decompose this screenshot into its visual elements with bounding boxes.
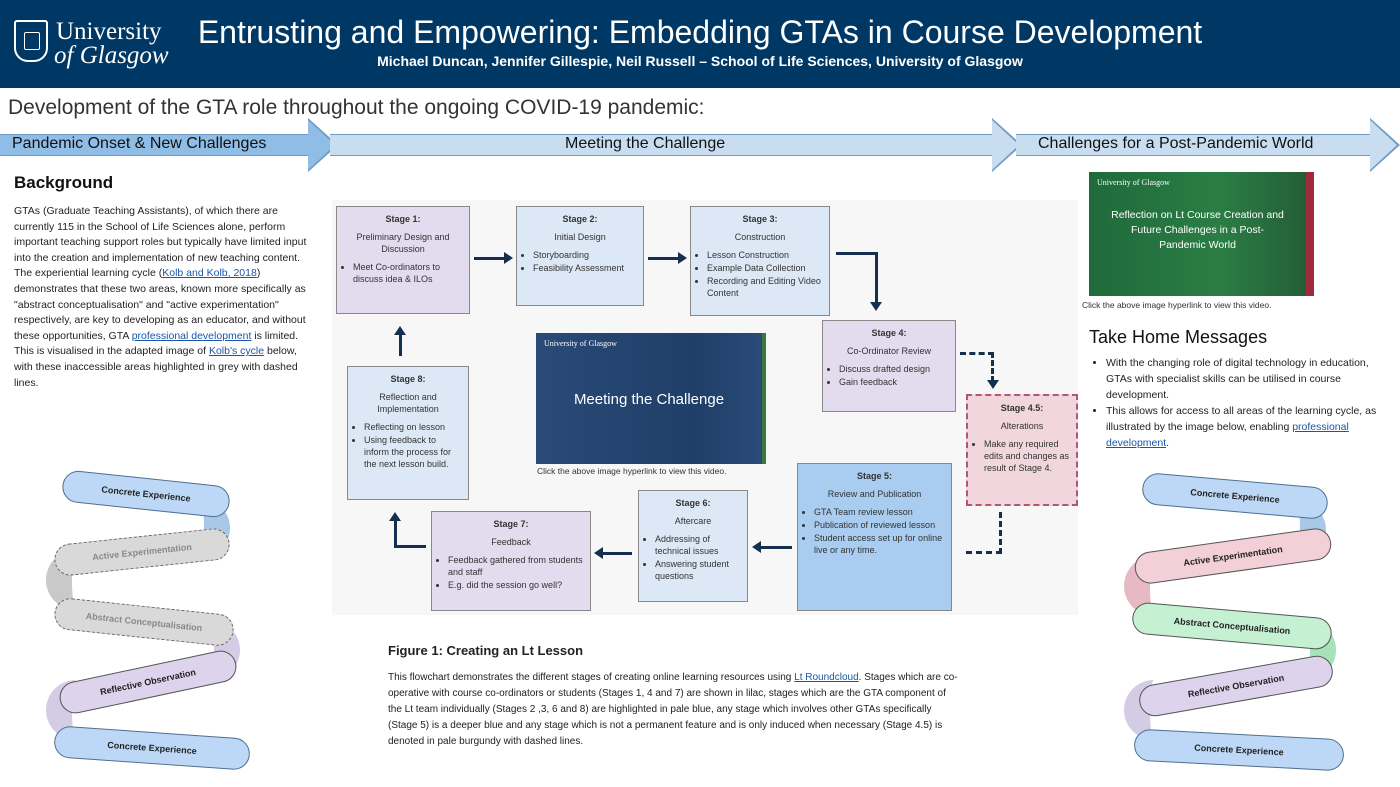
stage-1-box: Stage 1: Preliminary Design and Discussion • Meet Co-ordinators to discuss idea & ILOs — [336, 206, 470, 314]
take-home-list — [1078, 355, 1390, 451]
arrow-s4-s45 — [960, 352, 994, 382]
cycle-step: Active Experimentation — [53, 527, 231, 577]
crest-icon — [14, 20, 48, 62]
section-subtitle: Development of the GTA role throughout the ongoing COVID-19 pandemic: — [8, 96, 705, 119]
video-title: Reflection on Lt Course Creation and Future Challenges in a Post-Pandemic World — [1111, 209, 1284, 251]
background-heading: Background — [14, 173, 114, 192]
cycle-step: Reflective Observation — [57, 648, 240, 717]
timeline-arrow-pandemic-onset — [0, 118, 338, 172]
cycle-step: Concrete Experience — [1141, 472, 1329, 520]
timeline-label: Challenges for a Post-Pandemic World — [1038, 135, 1314, 152]
post-pandemic-video[interactable] — [1089, 172, 1314, 296]
arrow-s1-s2 — [474, 257, 506, 260]
stage-4-box: Stage 4: Co-Ordinator Review • Discuss drafted design • Gain feedback — [822, 320, 956, 412]
stage-5-box: Stage 5: Review and Publication • GTA Team review lesson • Publication of reviewed lesson • Student access set up for online live or any time. — [797, 463, 952, 611]
cycle-step: Concrete Experience — [61, 469, 231, 518]
professional-development-link[interactable]: professional development — [131, 329, 252, 342]
cycle-step: Active Experimentation — [1133, 526, 1334, 585]
arrow-s6-s7 — [602, 552, 632, 555]
take-home-item: • This allows for access to all areas of the learning cycle, as illustrated by the image below, enabling professional development. — [1106, 403, 1390, 451]
kolb-reference-link[interactable]: Kolb and Kolb, 2018 — [162, 267, 257, 280]
cycle-step: Concrete Experience — [1133, 729, 1344, 772]
figure-title: Figure 1: Creating an Lt Lesson — [388, 643, 584, 658]
video-caption: Click the above image hyperlink to view this video. — [537, 466, 727, 476]
stage-7-box: Stage 7: Feedback • Feedback gathered from students and staff • E.g. did the session go well? — [431, 511, 591, 611]
arrow-s3-s4 — [836, 252, 878, 255]
timeline-arrow-post-pandemic — [1000, 118, 1400, 172]
kolb-cycle-left — [40, 470, 270, 770]
professional-development-link[interactable]: professional development — [1106, 421, 1349, 449]
stage-8-box: Stage 8: Reflection and Implementation • Reflecting on lesson • Using feedback to inform the process for the next lesson build. — [347, 366, 469, 500]
kolbs-cycle-link[interactable]: Kolb's cycle — [208, 345, 265, 358]
take-home-item: • With the changing role of digital technology in education, GTAs with specialist skills can be utilised in course development. — [1106, 355, 1390, 403]
arrow-s7-s8 — [394, 545, 426, 548]
stage-4-5-box: Stage 4.5: Alterations • Make any required edits and changes as result of Stage 4. — [966, 394, 1078, 506]
cycle-step: Abstract Conceptualisation — [53, 597, 235, 648]
video-title: Meeting the Challenge — [573, 391, 725, 408]
university-logo[interactable] — [14, 14, 174, 74]
logo-line2: of Glasgow — [54, 42, 169, 69]
timeline-arrow-meeting-challenge — [310, 118, 1020, 172]
figure-description: This flowchart demonstrates the different stages of creating online learning resources using Lt Roundcloud. Stages which are co-operative with course co-ordinators or students (Stages 1, 4 and 7) are shown in lilac, stages which are the GTA component of the Lt team individually (Stages 2 ,3, 6 and 8) are highlighted in pale blue, any stage which involves other GTAs specifically (Stage 5) is a deeper blue and any stage which is not a permanent feature and is only induced when necessary (Stage 4.5) is denoted in pale burgundy with dashed lines. — [388, 672, 958, 747]
arrow-s45-s5 — [966, 512, 1002, 554]
arrow-s2-s3 — [648, 257, 680, 260]
timeline-label: Pandemic Onset & New Challenges — [12, 135, 267, 152]
timeline-label: Meeting the Challenge — [565, 135, 726, 152]
logo-line1: University — [56, 18, 162, 45]
stage-2-box: Stage 2: Initial Design • Storyboarding • Feasibility Assessment — [516, 206, 644, 306]
arrow-s5-s6 — [760, 546, 792, 549]
arrow-s8-s1 — [399, 334, 402, 356]
cycle-step: Abstract Conceptualisation — [1131, 601, 1333, 650]
video-logo: University of Glasgow — [544, 339, 617, 348]
take-home-heading: Take Home Messages — [1089, 327, 1268, 347]
lt-roundcloud-link[interactable]: Lt Roundcloud — [794, 672, 859, 683]
poster-title: Entrusting and Empowering: Embedding GTAs in Course Development — [197, 14, 1203, 50]
stage-6-box: Stage 6: Aftercare • Addressing of technical issues • Answering student questions — [638, 490, 748, 602]
meeting-challenge-video[interactable] — [536, 333, 766, 464]
background-text: GTAs (Graduate Teaching Assistants), of which there are currently 115 in the School of Life Sciences alone, perform important teaching support roles but typically have limited input into the creation and implementation of new teaching content. The experiential learning cycle (Kolb and Kolb, 2018) demonstrates that these two areas, known more specifically as "abstract conceptualisation" and "active experimentation" respectively, are key to developing as an educator, and without these opportunities, GTA professional development is limited. This is visualised in the adapted image of Kolb's cycle below, with these inaccessible areas highlighted in grey with dashed lines. — [14, 205, 307, 389]
video-caption: Click the above image hyperlink to view this video. — [1082, 300, 1272, 310]
video-logo: University of Glasgow — [1097, 178, 1170, 187]
cycle-step: Concrete Experience — [53, 725, 251, 771]
kolb-cycle-right — [1118, 470, 1368, 770]
cycle-step: Reflective Observation — [1137, 653, 1336, 719]
stage-3-box: Stage 3: Construction • Lesson Construction • Example Data Collection • Recording and Editing Video Content — [690, 206, 830, 316]
poster-authors: Michael Duncan, Jennifer Gillespie, Neil Russell – School of Life Sciences, University of Glasgow — [377, 53, 1023, 69]
